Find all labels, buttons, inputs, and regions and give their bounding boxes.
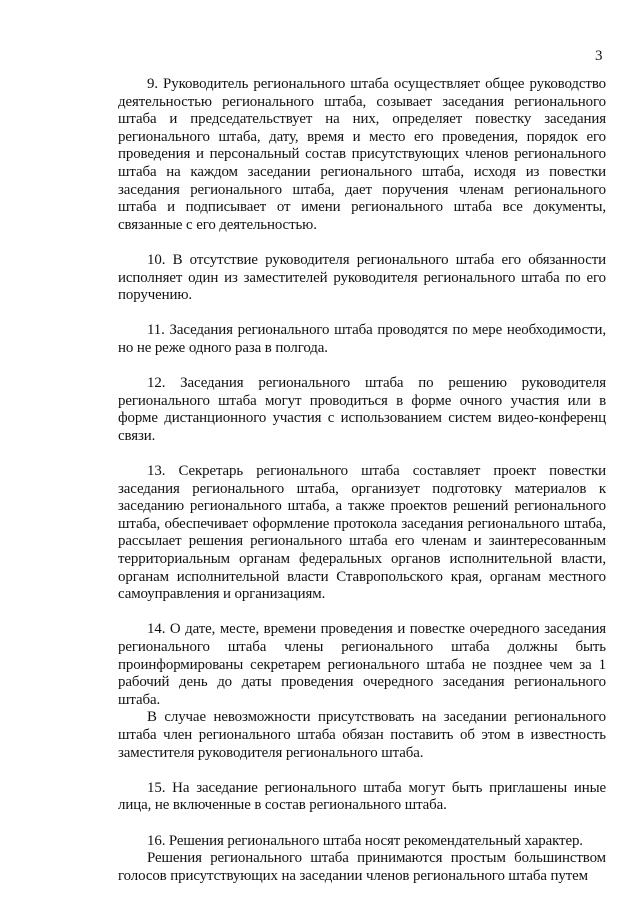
paragraph-11: 11. Заседания регионального штаба проводятся по мере необходимости, но не реже одного раза в полгода.	[118, 322, 606, 356]
paragraph-12: 12. Заседания регионального штаба по решению руководителя регионального штаба могут проводиться в форме очного участия или в форме дистанционного участия с использованием систем видео-конференц связи.	[118, 375, 606, 444]
document-body	[118, 76, 606, 885]
paragraph-14-continued: В случае невозможности присутствовать на заседании регионального штаба член регионального штаба обязан поставить об этом в известность заместителя руководителя регионального штаба.	[118, 709, 606, 761]
paragraph-9: 9. Руководитель регионального штаба осуществляет общее руководство деятельностью регионального штаба, созывает заседания регионального штаба и председательствует на них, определяет повестку заседания регионального штаба, дату, время и место его проведения, порядок его проведения и персональный состав присутствующих членов регионального штаба на каждом заседании регионального штаба, исходя из повестки заседания регионального штаба, дает поручения членам регионального штаба и подписывает от имени регионального штаба все документы, связанные с его деятельностью.	[118, 76, 606, 233]
paragraph-14: 14. О дате, месте, времени проведения и повестке очередного заседания регионального штаба члены регионального штаба должны быть проинформированы секретарем регионального штаба не позднее чем за 1 рабочий день до даты проведения очередного заседания регионального штаба.	[118, 621, 606, 708]
paragraph-16: 16. Решения регионального штаба носят рекомендательный характер.	[147, 832, 583, 849]
page-number: 3	[595, 48, 603, 64]
paragraph-13: 13. Секретарь регионального штаба составляет проект повестки заседания регионального штаба, организует подготовку материалов к заседанию регионального штаба, а также проектов решений регионального штаба, обеспечивает оформление протокола заседания регионального штаба, рассылает решения регионального штаба его членам и заинтересованным территориальным органам федеральных органов исполнительной власти, органам исполнительной власти Ставропольского края, органам местного самоуправления и организациям.	[118, 463, 606, 603]
paragraph-10: 10. В отсутствие руководителя регионального штаба его обязанности исполняет один из заместителей руководителя регионального штаба по его поручению.	[118, 251, 606, 304]
paragraph-15: 15. На заседание регионального штаба могут быть приглашены иные лица, не включенные в состав регионального штаба.	[118, 779, 606, 814]
paragraph-16-continued: Решения регионального штаба принимаются простым большинством голосов присутствующих на заседании членов регионального штаба путем	[118, 850, 606, 884]
